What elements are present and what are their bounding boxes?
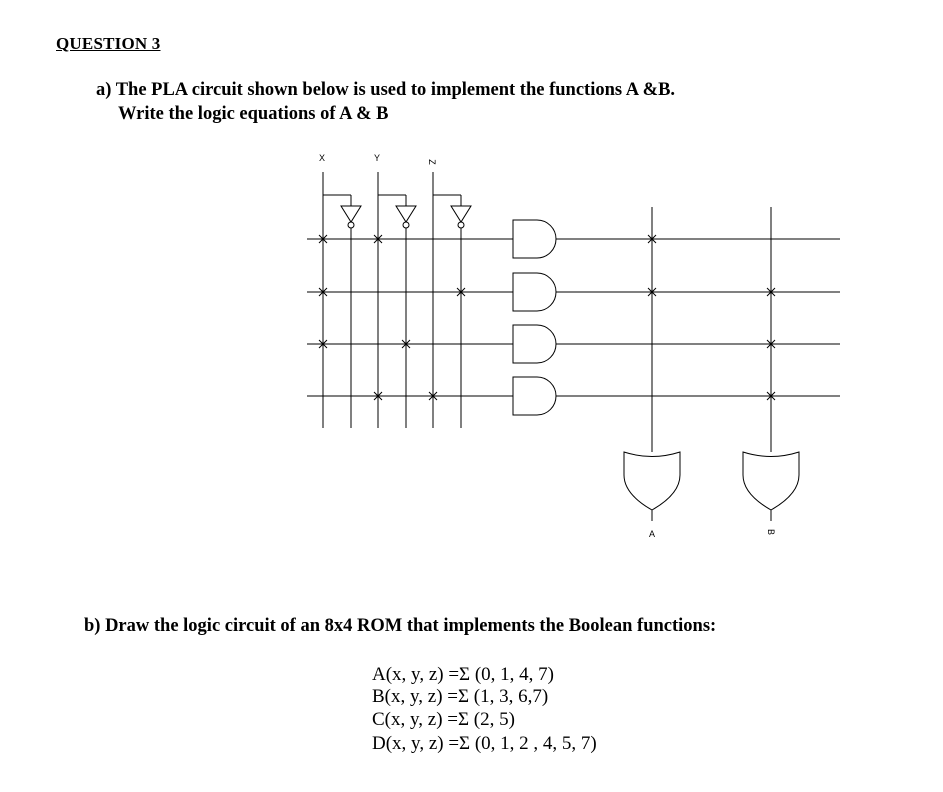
- output-label-a: A: [648, 529, 656, 539]
- or-array-connections: [648, 235, 775, 400]
- equation-b: B(x, y, z) =Σ (1, 3, 6,7): [372, 686, 549, 707]
- input-label-x: X: [318, 153, 326, 163]
- and-output-lines: [556, 239, 840, 396]
- and-gate-3: [513, 325, 556, 363]
- part-a-prompt-line2: Write the logic equations of A & B: [118, 104, 389, 124]
- and-array-connections: [319, 235, 465, 400]
- equation-d: D(x, y, z) =Σ (0, 1, 2 , 4, 5, 7): [372, 733, 597, 754]
- and-gates: [513, 220, 556, 415]
- input-label-y: Y: [373, 153, 381, 163]
- equation-a: A(x, y, z) =Σ (0, 1, 4, 7): [372, 664, 555, 685]
- part-b-prompt: b) Draw the logic circuit of an 8x4 ROM that implements the Boolean functions:: [84, 616, 717, 636]
- product-term-lines: [307, 239, 513, 396]
- input-label-z: Z: [427, 159, 437, 165]
- or-gate-b: [743, 452, 799, 510]
- and-gate-4: [513, 377, 556, 415]
- inverter-z: [433, 195, 471, 228]
- output-label-b: B: [766, 528, 776, 536]
- part-a-prompt-line1: a) The PLA circuit shown below is used to implement the functions A &B.: [96, 80, 676, 100]
- equation-c: C(x, y, z) =Σ (2, 5): [372, 709, 515, 730]
- or-gate-a: [624, 452, 680, 510]
- and-gate-2: [513, 273, 556, 311]
- inverter-y: [378, 195, 416, 228]
- question-title: QUESTION 3: [56, 34, 161, 53]
- and-gate-1: [513, 220, 556, 258]
- inverter-x: [323, 195, 361, 228]
